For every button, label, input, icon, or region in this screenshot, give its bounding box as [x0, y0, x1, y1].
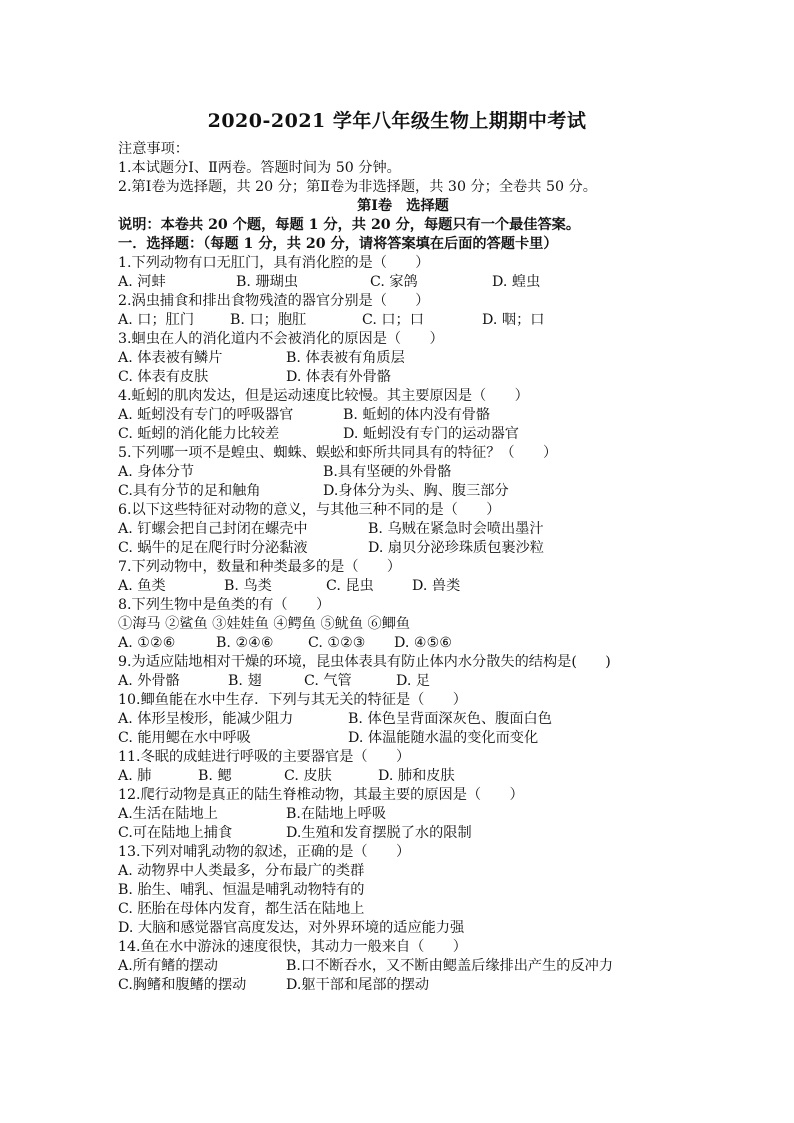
option-row — [118, 767, 688, 786]
option-row — [118, 520, 688, 539]
question-stem: 4.蚯蚓的肌肉发达，但是运动速度比较慢。其主要原因是（ ） — [118, 388, 529, 404]
option: D. 兽类 — [412, 578, 461, 594]
option: D. 扇贝分泌珍珠质包裹沙粒 — [368, 540, 544, 556]
question-stem: 8.下列生物中是鱼类的有（ ） — [118, 597, 331, 613]
question-stem: 13.下列对哺乳动物的叙述，正确的是（ ） — [118, 844, 411, 860]
notice-item: 1.本试题分Ⅰ、Ⅱ两卷。答题时间为 50 分钟。 — [118, 160, 401, 176]
option: D.身体分为头、胸、腹三部分 — [323, 483, 509, 499]
option: B. 体色呈背面深灰色、腹面白色 — [348, 711, 552, 727]
option-row — [118, 710, 688, 729]
option-row — [118, 729, 688, 748]
option-row — [118, 805, 688, 824]
option: D. 肺和皮肤 — [378, 768, 455, 784]
option: A. ①②⑥ — [118, 635, 176, 651]
notice-heading: 注意事项： — [118, 141, 189, 157]
option: D. ④⑤⑥ — [394, 635, 453, 651]
option-row — [118, 368, 688, 387]
option: B. 乌贼在紧急时会喷出墨汁 — [368, 521, 544, 537]
option: A. 体表被有鳞片 — [118, 350, 223, 366]
option: D.躯干部和尾部的摆动 — [286, 977, 430, 993]
option: C. 皮肤 — [284, 768, 332, 784]
notice-item: 2.第Ⅰ卷为选择题，共 20 分；第Ⅱ卷为非选择题，共 30 分；全卷共 50 分。 — [118, 179, 597, 195]
part-heading: 一．选择题：（每题 1 分，共 20 分，请将答案填在后面的答题卡里） — [118, 236, 558, 252]
option-row — [118, 976, 688, 995]
question-stem: 3.蛔虫在人的消化道内不会被消化的原因是（ ） — [118, 331, 444, 347]
option: B. 胎生、哺乳、恒温是哺乳动物特有的 — [118, 882, 365, 898]
question-stem: 5.下列哪一项不是蝗虫、蜘蛛、蜈蚣和虾所共同具有的特征？（ ） — [118, 445, 558, 461]
option: B.具有坚硬的外骨骼 — [323, 464, 452, 480]
option-row — [118, 311, 688, 330]
option: C. 气管 — [304, 673, 352, 689]
option-row — [118, 406, 688, 425]
option: C. 胚胎在母体内发育，都生活在陆地上 — [118, 901, 365, 917]
option: C. 口；口 — [362, 312, 424, 328]
option: B. 珊瑚虫 — [236, 274, 299, 290]
option: D. 体温能随水温的变化而变化 — [348, 730, 539, 746]
exam-title: 2020-2021 学年八年级生物上期期中考试 — [207, 110, 587, 132]
option: D.生殖和发育摆脱了水的限制 — [286, 825, 472, 841]
option: C. 能用鳃在水中呼吸 — [118, 730, 251, 746]
option: D. 足 — [396, 673, 431, 689]
option: C.胸鳍和腹鳍的摆动 — [118, 977, 247, 993]
question-stem: 12.爬行动物是真正的陆生脊椎动物，其最主要的原因是（ ） — [118, 787, 524, 803]
option: A. 口；肛门 — [118, 312, 195, 328]
option: A. 肺 — [118, 768, 152, 784]
option: C. 蜗牛的足在爬行时分泌黏液 — [118, 540, 308, 556]
option: C. 体表有皮肤 — [118, 369, 209, 385]
option: B. 口；胞肛 — [230, 312, 307, 328]
section-title: 第Ⅰ卷 选择题 — [357, 198, 449, 214]
option: C. ①②③ — [308, 635, 366, 651]
option: D. 蚯蚓没有专门的运动器官 — [343, 426, 519, 442]
option-row — [118, 273, 688, 292]
option: D. 大脑和感觉器官高度发达，对外界环境的适应能力强 — [118, 920, 465, 936]
option: A. 钉螺会把自己封闭在螺壳中 — [118, 521, 308, 537]
option-row — [118, 463, 688, 482]
option-row — [118, 577, 688, 596]
option: C.具有分节的足和触角 — [118, 483, 261, 499]
option: C.可在陆地上捕食 — [118, 825, 233, 841]
question-stem: 10.鲫鱼能在水中生存．下列与其无关的特征是（ ） — [118, 692, 467, 708]
option: A. 鱼类 — [118, 578, 166, 594]
question-stem: 1.下列动物有口无肛门，具有消化腔的是（ ） — [118, 255, 430, 271]
option: A. 体形呈梭形，能减少阻力 — [118, 711, 294, 727]
option: B. 鳃 — [198, 768, 232, 784]
option: B. ②④⑥ — [216, 635, 274, 651]
question-stem: 11.冬眠的成蛙进行呼吸的主要器官是（ ） — [118, 749, 411, 765]
option: B.口不断吞水，又不断由鳃盖后缘排出产生的反冲力 — [286, 958, 614, 974]
option: A. 身体分节 — [118, 464, 195, 480]
option: D. 体表有外骨骼 — [286, 369, 392, 385]
option: B. 蚯蚓的体内没有骨骼 — [343, 407, 491, 423]
option: A.所有鳍的摆动 — [118, 958, 218, 974]
option-row — [118, 539, 688, 558]
option-row — [118, 634, 688, 653]
question-stem: 7.下列动物中，数量和种类最多的是（ ） — [118, 559, 402, 575]
option: B.在陆地上呼吸 — [286, 806, 387, 822]
option: B. 翅 — [228, 673, 262, 689]
option: D. 蝗虫 — [492, 274, 541, 290]
option-row — [118, 957, 688, 976]
option-row — [118, 482, 688, 501]
question-stem: 9.为适应陆地相对干燥的环境，昆虫体表具有防止体内水分散失的结构是( ) — [118, 654, 611, 670]
option-row — [118, 425, 688, 444]
option: A.生活在陆地上 — [118, 806, 218, 822]
option: B. 鸟类 — [224, 578, 272, 594]
option: C. 昆虫 — [326, 578, 374, 594]
option-row — [118, 349, 688, 368]
option: A. 动物界中人类最多，分布最广的类群 — [118, 863, 365, 879]
option: C. 家鸽 — [370, 274, 418, 290]
option: A. 蚯蚓没有专门的呼吸器官 — [118, 407, 294, 423]
question-extra: ①海马 ②鲨鱼 ③娃娃鱼 ④鳄鱼 ⑤鱿鱼 ⑥鲫鱼 — [118, 616, 411, 632]
option: D. 咽；口 — [482, 312, 545, 328]
option: A. 河蚌 — [118, 274, 166, 290]
section-description: 说明：本卷共 20 个题，每题 1 分，共 20 分，每题只有一个最佳答案。 — [118, 217, 581, 233]
question-stem: 2.涡虫捕食和排出食物残渣的器官分别是（ ） — [118, 293, 430, 309]
option: B. 体表被有角质层 — [286, 350, 405, 366]
option-row — [118, 672, 688, 691]
option: A. 外骨骼 — [118, 673, 180, 689]
question-stem: 14.鱼在水中游泳的速度很快，其动力一般来自（ ） — [118, 939, 467, 955]
option-row — [118, 824, 688, 843]
exam-body — [118, 140, 688, 995]
question-stem: 6.以下这些特征对动物的意义，与其他三种不同的是（ ） — [118, 502, 501, 518]
option: C. 蚯蚓的消化能力比较差 — [118, 426, 280, 442]
